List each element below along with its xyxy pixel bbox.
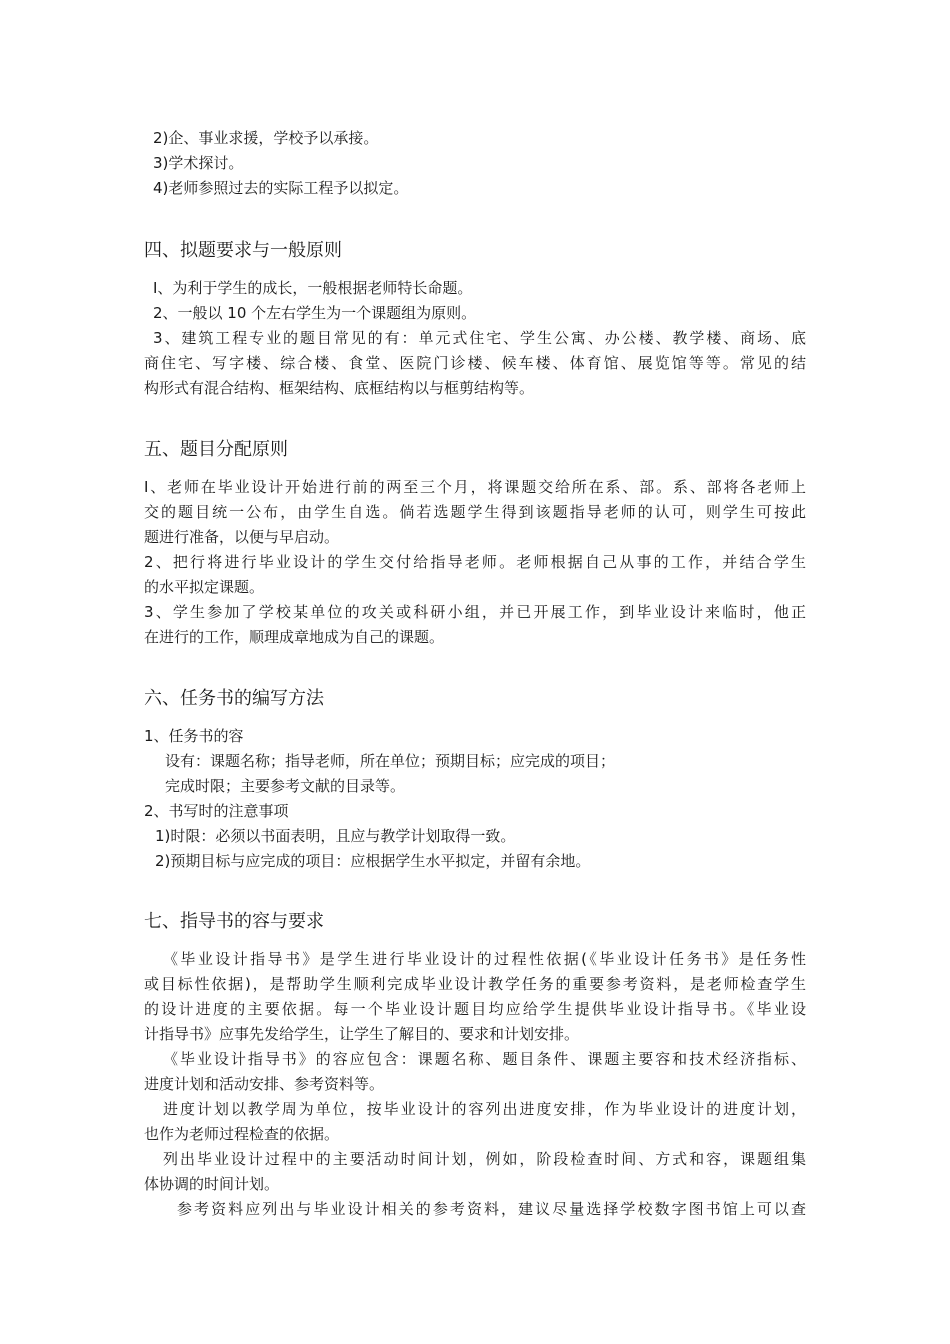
text-line: 进度计划和活动安排、参考资料等。: [144, 1075, 385, 1093]
text-line: 题进行准备，以便与早启动。: [144, 528, 340, 546]
text-line: 计指导书》应事先发给学生，让学生了解目的、要求和计划安排。: [144, 1025, 580, 1043]
text-line: 4)老师参照过去的实际工程予以拟定。: [153, 179, 409, 197]
text-line: I、为利于学生的成长，一般根据老师特长命题。: [153, 279, 473, 297]
text-line: 1)时限：必须以书面表明，且应与教学计划取得一致。: [155, 827, 516, 845]
text-line: 2、书写时的注意事项: [144, 802, 289, 820]
text-line: 3)学术探讨。: [153, 154, 244, 172]
text-line: I、老师在毕业设计开始进行前的两至三个月，将课题交给所在系、部。系、部将各老师上: [144, 478, 806, 496]
text-line: 3、建筑工程专业的题目常见的有：单元式住宅、学生公寓、办公楼、教学楼、商场、底: [153, 329, 806, 347]
text-line: 3、学生参加了学校某单位的攻关或科研小组，并已开展工作，到毕业设计来临时，他正: [144, 603, 806, 621]
section-heading: 四、拟题要求与一般原则: [144, 240, 342, 261]
text-line: 的水平拟定课题。: [144, 578, 265, 596]
text-line: 设有：课题名称；指导老师，所在单位；预期目标；应完成的项目；: [165, 752, 616, 770]
section-heading: 七、指导书的容与要求: [144, 911, 324, 932]
text-line: 体协调的时间计划。: [144, 1175, 280, 1193]
text-line: 商住宅、写字楼、综合楼、食堂、医院门诊楼、候车楼、体育馆、展览馆等等。常见的结: [144, 354, 806, 372]
text-line: 在进行的工作，顺理成章地成为自己的课题。: [144, 628, 445, 646]
text-line: 1、任务书的容: [144, 727, 244, 745]
text-line: 2)预期目标与应完成的项目：应根据学生水平拟定，并留有余地。: [155, 852, 591, 870]
section-heading: 六、任务书的编写方法: [144, 688, 324, 709]
text-line: 参考资料应列出与毕业设计相关的参考资料，建议尽量选择学校数字图书馆上可以查: [177, 1200, 806, 1218]
text-line: 完成时限；主要参考文献的目录等。: [165, 777, 406, 795]
text-line: 《毕业设计指导书》的容应包含：课题名称、题目条件、课题主要容和技术经济指标、: [163, 1050, 806, 1068]
text-line: 《毕业设计指导书》是学生进行毕业设计的过程性依据(《毕业设计任务书》是任务性: [163, 950, 806, 968]
text-line: 列出毕业设计过程中的主要活动时间计划，例如，阶段检查时间、方式和容，课题组集: [163, 1150, 806, 1168]
text-line: 交的题目统一公布，由学生自选。倘若选题学生得到该题指导老师的认可，则学生可按此: [144, 503, 806, 521]
text-line: 进度计划以教学周为单位，按毕业设计的容列出进度安排，作为毕业设计的进度计划，: [163, 1100, 806, 1118]
text-line: 构形式有混合结构、框架结构、底框结构以与框剪结构等。: [144, 379, 535, 397]
text-line: 也作为老师过程检查的依据。: [144, 1125, 340, 1143]
section-heading: 五、题目分配原则: [144, 439, 288, 460]
text-line: 或目标性依据)，是帮助学生顺利完成毕业设计教学任务的重要参考资料，是老师检查学生: [144, 975, 806, 993]
text-line: 2、一般以 10 个左右学生为一个课题组为原则。: [153, 304, 477, 322]
text-line: 的设计进度的主要依据。每一个毕业设计题目均应给学生提供毕业设计指导书。《毕业设: [144, 1000, 806, 1018]
text-line: 2)企、事业求援，学校予以承接。: [153, 129, 379, 147]
text-line: 2、把行将进行毕业设计的学生交付给指导老师。老师根据自己从事的工作，并结合学生: [144, 553, 806, 571]
